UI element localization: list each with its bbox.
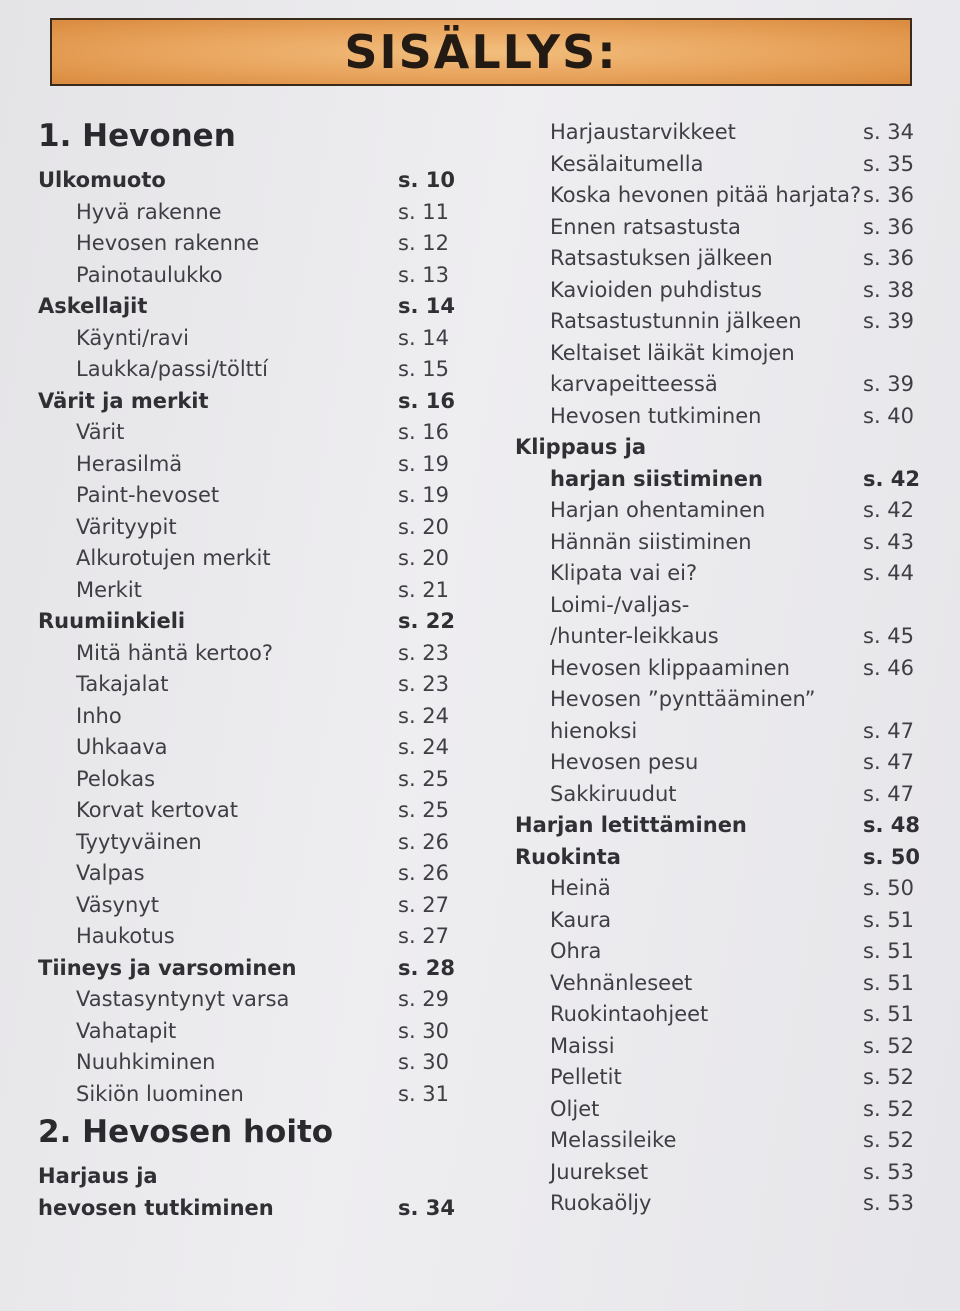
toc-entry-page: s. 46 [863, 655, 915, 680]
toc-entry [515, 905, 930, 937]
toc-entry-title: Maissi [550, 1033, 615, 1058]
toc-section [515, 432, 930, 464]
toc-entry [38, 827, 458, 859]
toc-entry-page: s. 25 [398, 766, 450, 791]
toc-entry-title: Harjan ohentaminen [550, 498, 766, 522]
toc-entry-page: s. 51 [863, 970, 915, 995]
toc-entry [515, 590, 930, 622]
toc-entry-title: /hunter-leikkaus [550, 624, 719, 648]
toc-entry-title: Ohra [550, 939, 602, 963]
toc-entry [515, 180, 930, 212]
toc-entry-title: Ruokinta [515, 844, 621, 869]
toc-chapter [38, 1110, 458, 1161]
toc-entry [515, 117, 930, 149]
toc-entry-title: Laukka/passi/tölttí [76, 357, 268, 381]
toc-entry-title: Haukotus [76, 924, 175, 948]
toc-entry-title: Värit [76, 420, 125, 444]
toc-entry-title: Vahatapit [76, 1018, 177, 1043]
toc-entry-page: s. 29 [398, 987, 450, 1011]
toc-entry [38, 197, 458, 229]
toc-entry [515, 338, 930, 370]
toc-entry-title: Juurekset [550, 1159, 649, 1184]
toc-entry [38, 669, 458, 701]
toc-entry-page: s. 14 [398, 294, 456, 318]
toc-entry-title: Ruokintaohjeet [550, 1002, 709, 1026]
toc-entry [38, 543, 458, 575]
toc-section [38, 1161, 458, 1193]
toc-entry [38, 638, 458, 670]
toc-entry-title: Väsynyt [76, 892, 159, 917]
toc-entry-page: s. 34 [398, 1195, 456, 1220]
toc-entry [515, 936, 930, 968]
toc-entry-title: Ruokaöljy [550, 1191, 652, 1215]
toc-entry-page: s. 48 [863, 813, 921, 837]
toc-section [38, 1193, 458, 1225]
toc-entry [515, 212, 930, 244]
toc-entry-page: s. 34 [863, 120, 915, 144]
toc-entry [38, 575, 458, 607]
toc-entry-page: s. 20 [398, 514, 450, 539]
toc-entry-page: s. 51 [863, 1002, 915, 1026]
toc-entry-page: s. 45 [863, 624, 915, 648]
toc-entry-page: s. 52 [863, 1065, 915, 1089]
toc-entry-page: s. 38 [863, 277, 915, 302]
toc-entry-page: s. 26 [398, 861, 450, 885]
toc-entry-title: Ratsastustunnin jälkeen [550, 309, 802, 333]
toc-entry-page: s. 15 [398, 357, 450, 381]
toc-entry-title: Vastasyntynyt varsa [76, 987, 290, 1011]
toc-right-column [515, 117, 930, 1220]
toc-entry [515, 1094, 930, 1126]
toc-entry-title: Mitä häntä kertoo? [76, 640, 274, 665]
toc-entry [515, 1188, 930, 1220]
toc-entry [515, 558, 930, 590]
toc-section [515, 842, 930, 874]
toc-entry-title: Vehnänleseet [550, 970, 693, 995]
toc-entry-title: Melassileike [550, 1128, 677, 1152]
toc-entry-title: Kesälaitumella [550, 151, 704, 176]
title-banner [50, 18, 912, 86]
toc-entry-page: s. 30 [398, 1018, 450, 1043]
toc-entry-title: 1. Hevonen [38, 118, 236, 154]
toc-entry [515, 968, 930, 1000]
toc-entry-title: Koska hevonen pitää harjata? [550, 183, 862, 207]
toc-entry-page: s. 50 [863, 844, 921, 869]
toc-entry-title: karvapeitteessä [550, 372, 718, 396]
toc-entry-page: s. 51 [863, 939, 915, 963]
toc-entry-page: s. 13 [398, 262, 450, 287]
toc-entry-title: Hevosen tutkiminen [550, 403, 762, 428]
toc-entry-title: Pelokas [76, 766, 156, 791]
toc-entry-page: s. 27 [398, 892, 450, 917]
toc-entry-page: s. 52 [863, 1128, 915, 1152]
toc-entry-page: s. 26 [398, 829, 450, 854]
toc-entry [515, 684, 930, 716]
toc-entry-title: Ruumiinkieli [38, 609, 186, 633]
toc-entry [515, 1125, 930, 1157]
toc-entry-page: s. 31 [398, 1081, 450, 1106]
toc-entry-title: Värit ja merkit [38, 388, 209, 413]
toc-entry-page: s. 10 [398, 168, 456, 192]
toc-entry [38, 858, 458, 890]
toc-entry-title: Hännän siistiminen [550, 529, 752, 554]
toc-entry-page: s. 19 [398, 483, 450, 507]
toc-left-column [38, 114, 458, 1224]
toc-entry-title: Alkurotujen merkit [76, 546, 271, 570]
toc-entry-title: Paint-hevoset [76, 483, 220, 507]
toc-entry-page: s. 53 [863, 1191, 915, 1215]
toc-section [38, 291, 458, 323]
toc-entry-title: Kavioiden puhdistus [550, 277, 762, 302]
toc-entry [38, 764, 458, 796]
toc-entry-page: s. 12 [398, 231, 450, 255]
toc-entry [515, 495, 930, 527]
toc-entry-page: s. 47 [863, 781, 915, 806]
toc-entry-title: Nuuhkiminen [76, 1050, 216, 1074]
toc-entry-page: s. 36 [863, 214, 915, 239]
page-title: SISÄLLYS: [344, 25, 618, 79]
toc-entry-title: Pelletit [550, 1065, 622, 1089]
toc-entry [515, 369, 930, 401]
toc-entry [38, 354, 458, 386]
toc-entry-page: s. 24 [398, 703, 450, 728]
toc-section [38, 606, 458, 638]
toc-entry [515, 1157, 930, 1189]
toc-entry [515, 401, 930, 433]
toc-entry-page: s. 42 [863, 498, 915, 522]
toc-entry-page: s. 22 [398, 609, 456, 633]
toc-entry [38, 921, 458, 953]
toc-entry-title: Tyytyväinen [76, 829, 202, 854]
toc-entry [38, 449, 458, 481]
toc-entry-page: s. 11 [398, 199, 450, 224]
toc-entry [38, 480, 458, 512]
toc-entry-page: s. 36 [863, 246, 915, 270]
toc-entry-title: Ratsastuksen jälkeen [550, 246, 773, 270]
toc-entry-page: s. 50 [863, 876, 915, 900]
toc-entry-title: Hyvä rakenne [76, 199, 222, 224]
toc-entry-page: s. 16 [398, 420, 450, 444]
toc-entry-title: Painotaulukko [76, 262, 223, 287]
toc-entry-title: Värityypit [76, 514, 177, 539]
toc-entry-title: Inho [76, 703, 122, 728]
toc-entry-title: Sikiön luominen [76, 1081, 244, 1106]
toc-entry [38, 701, 458, 733]
toc-entry-title: Ennen ratsastusta [550, 214, 741, 239]
toc-entry [515, 243, 930, 275]
toc-entry-title: Loimi-/valjas- [550, 592, 690, 617]
toc-entry [515, 1062, 930, 1094]
toc-entry-page: s. 25 [398, 798, 450, 822]
toc-entry [515, 306, 930, 338]
toc-section [515, 464, 930, 496]
toc-entry-page: s. 21 [398, 577, 450, 602]
toc-section [38, 165, 458, 197]
toc-entry-title: Oljet [550, 1096, 600, 1121]
toc-entry [515, 653, 930, 685]
toc-entry-title: Keltaiset läikät kimojen [550, 340, 795, 365]
toc-entry-title: Sakkiruudut [550, 781, 677, 806]
toc-entry [38, 417, 458, 449]
toc-entry [515, 747, 930, 779]
toc-entry-page: s. 51 [863, 907, 915, 932]
toc-entry [38, 795, 458, 827]
toc-entry-page: s. 19 [398, 451, 450, 476]
toc-entry-title: Tiineys ja varsominen [38, 955, 297, 980]
toc-entry-title: Korvat kertovat [76, 798, 238, 822]
toc-entry-title: Hevosen pesu [550, 750, 699, 774]
toc-entry-title: Askellajit [38, 294, 148, 318]
toc-entry-title: Hevosen klippaaminen [550, 655, 790, 680]
toc-entry [38, 260, 458, 292]
toc-entry-title: Uhkaava [76, 735, 168, 759]
toc-entry-page: s. 24 [398, 735, 450, 759]
toc-entry-page: s. 43 [863, 529, 915, 554]
toc-entry-title: Ulkomuoto [38, 168, 166, 192]
toc-entry-title: Valpas [76, 861, 145, 885]
toc-entry [38, 732, 458, 764]
toc-entry-title: Klippaus ja [515, 435, 647, 459]
toc-entry-page: s. 14 [398, 325, 450, 350]
toc-entry [515, 1031, 930, 1063]
toc-entry [38, 228, 458, 260]
toc-entry [515, 621, 930, 653]
toc-entry-page: s. 27 [398, 924, 450, 948]
toc-entry [38, 323, 458, 355]
toc-entry-page: s. 52 [863, 1033, 915, 1058]
toc-entry-title: Harjaus ja [38, 1164, 158, 1188]
toc-entry-page: s. 23 [398, 640, 450, 665]
toc-chapter [38, 114, 458, 165]
toc-entry-title: Takajalat [76, 672, 169, 696]
toc-entry [38, 1079, 458, 1111]
toc-entry [38, 1047, 458, 1079]
toc-entry-page: s. 47 [863, 718, 915, 743]
toc-entry [515, 716, 930, 748]
toc-entry-page: s. 39 [863, 309, 915, 333]
toc-entry-title: Merkit [76, 577, 142, 602]
toc-entry [38, 984, 458, 1016]
toc-entry-title: harjan siistiminen [550, 466, 763, 491]
toc-entry-title: hienoksi [550, 718, 638, 743]
toc-section [38, 953, 458, 985]
toc-entry-title: Hevosen ”pynttääminen” [550, 687, 816, 711]
toc-entry [515, 527, 930, 559]
toc-entry-page: s. 42 [863, 466, 921, 491]
toc-section [515, 810, 930, 842]
toc-entry-page: s. 39 [863, 372, 915, 396]
toc-entry-page: s. 30 [398, 1050, 450, 1074]
toc-entry-page: s. 28 [398, 955, 456, 980]
toc-entry [515, 999, 930, 1031]
toc-entry-page: s. 16 [398, 388, 456, 413]
toc-entry [38, 1016, 458, 1048]
toc-entry-title: Käynti/ravi [76, 325, 189, 350]
toc-entry-title: Harjaustarvikkeet [550, 120, 736, 144]
toc-entry-page: s. 52 [863, 1096, 915, 1121]
toc-entry [515, 149, 930, 181]
toc-entry [38, 890, 458, 922]
toc-entry-title: Klipata vai ei? [550, 561, 698, 585]
toc-entry-page: s. 23 [398, 672, 450, 696]
toc-entry-page: s. 40 [863, 403, 915, 428]
toc-entry-page: s. 47 [863, 750, 915, 774]
toc-entry-title: Heinä [550, 876, 611, 900]
toc-entry-title: Hevosen rakenne [76, 231, 260, 255]
toc-entry-title: Herasilmä [76, 451, 183, 476]
toc-entry-title: 2. Hevosen hoito [38, 1114, 334, 1150]
toc-entry-title: Harjan letittäminen [515, 813, 747, 837]
toc-entry-page: s. 44 [863, 561, 915, 585]
toc-entry [515, 275, 930, 307]
toc-entry-title: Kaura [550, 907, 612, 932]
toc-entry [515, 873, 930, 905]
toc-entry [38, 512, 458, 544]
toc-entry [515, 779, 930, 811]
toc-entry-page: s. 20 [398, 546, 450, 570]
toc-entry-page: s. 53 [863, 1159, 915, 1184]
toc-section [38, 386, 458, 418]
toc-entry-page: s. 36 [863, 183, 915, 207]
toc-entry-page: s. 35 [863, 151, 915, 176]
toc-entry-title: hevosen tutkiminen [38, 1195, 274, 1220]
